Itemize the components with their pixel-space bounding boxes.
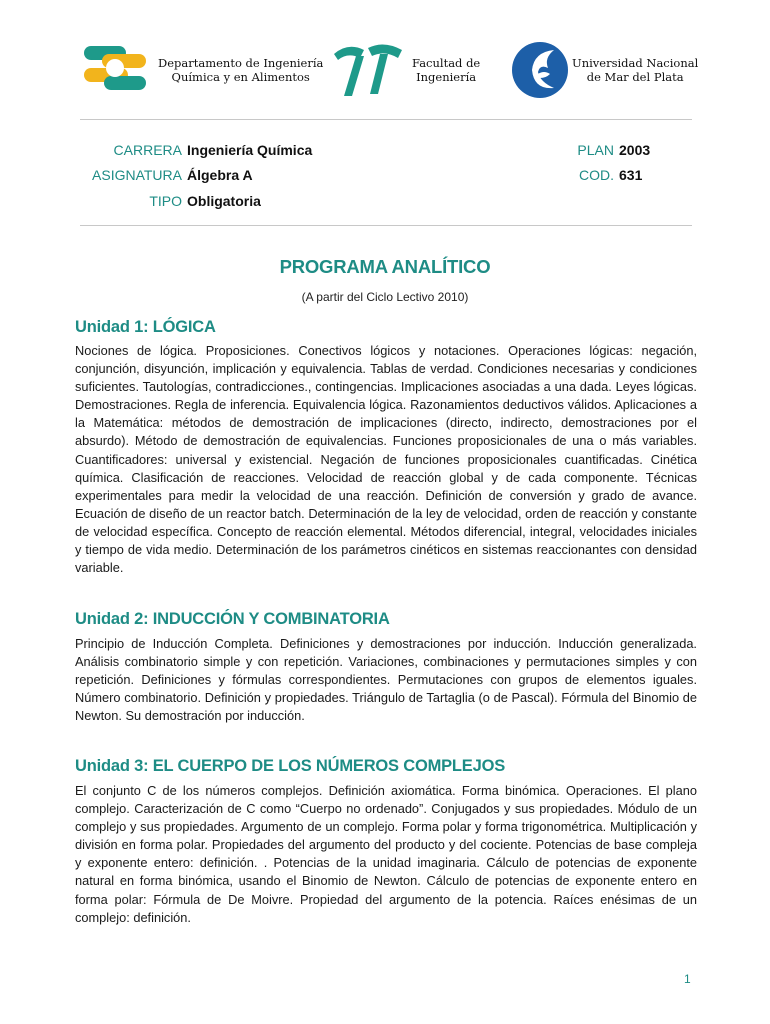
asignatura-value: Álgebra A bbox=[187, 167, 253, 183]
cod-label: COD. bbox=[579, 167, 614, 183]
faculty-logo-line-2: Ingeniería bbox=[416, 70, 477, 84]
plan-label: PLAN bbox=[577, 142, 614, 158]
page-subtitle: (A partir del Ciclo Lectivo 2010) bbox=[301, 290, 469, 304]
unit-3-heading: Unidad 3: EL CUERPO DE LOS NÚMEROS COMPLEJOS bbox=[75, 757, 506, 775]
cod-value: 631 bbox=[619, 167, 643, 183]
tipo-value: Obligatoria bbox=[187, 193, 261, 209]
faculty-emblem-icon bbox=[330, 38, 410, 100]
meta-plan bbox=[550, 142, 650, 158]
meta-divider bbox=[80, 225, 692, 226]
faculty-logo bbox=[330, 38, 480, 100]
dept-logo-line-2: Química y en Alimentos bbox=[171, 70, 310, 84]
unit-2-heading: Unidad 2: INDUCCIÓN Y COMBINATORIA bbox=[75, 610, 390, 628]
unit-2-text: Principio de Inducción Completa. Definiciones y demostraciones por inducción. Inducción generalizada. Análisis combinatorio simple y con repetición. Variaciones, combinaciones y permutaciones simples y con repetición. Definiciones y fórmulas correspondientes. Permutaciones con grupos de elementos iguales. Número combinatorio. Definición y propiedades. Triángulo de Tartaglia (o de Pascal). Fórmula del Binomio de Newton. Su demostración por inducción. bbox=[75, 636, 697, 724]
carrera-value: Ingeniería Química bbox=[187, 142, 313, 158]
faculty-logo-line-1: Facultad de bbox=[412, 56, 481, 70]
meta-carrera bbox=[80, 142, 312, 158]
dept-logo-line-1: Departamento de Ingeniería bbox=[158, 56, 324, 70]
university-logo bbox=[510, 38, 698, 102]
plan-value: 2003 bbox=[619, 142, 651, 158]
university-emblem-icon bbox=[510, 38, 570, 102]
department-logo bbox=[80, 38, 323, 98]
asignatura-label: ASIGNATURA bbox=[92, 167, 182, 183]
top-divider bbox=[80, 119, 692, 120]
meta-asignatura bbox=[80, 167, 253, 183]
meta-tipo bbox=[80, 193, 261, 209]
department-emblem-icon bbox=[80, 38, 150, 98]
course-meta bbox=[80, 140, 692, 220]
unit-1-heading: Unidad 1: LÓGICA bbox=[75, 318, 216, 336]
page-number: 1 bbox=[684, 972, 691, 986]
tipo-label: TIPO bbox=[149, 193, 182, 209]
page-title: PROGRAMA ANALÍTICO bbox=[279, 256, 491, 277]
unit-1-text: Nociones de lógica. Proposiciones. Conectivos lógicos y notaciones. Operaciones lógicas: negación, conjunción, disyunción, implicación y equivalencia. Tablas de verdad. Condiciones necesarias y condiciones suficientes. Tautologías, contradicciones., contingencias. Implicaciones asociadas a una dada. Leyes lógicas. Demostraciones. Regla de inferencia. Equivalencia lógica. Razonamientos deductivos válidos. Aplicaciones a la Matemática: métodos de demostración de implicaciones (directo, indirecto, demostraciones por el absurdo). Método de demostración de equivalencias. Funciones proposicionales de una o más variables. Cuantificadores: universal y existencial. Negación de funciones proposicionales cuantificadas. Cinética química. Clasificación de reacciones. Velocidad de reacción global y de cada componente. Técnicas experimentales para medir la velocidad de una reacción. Definición de conversión y grado de avance. Ecuación de diseño de un reactor batch. Determinación de la ley de velocidad, orden de reacción y constante de velocidad específica. Concepto de reacción elemental. Métodos diferencial, integral, velocidades iniciales y tiempo de vida medio. Determinación de los parámetros cinéticos en sistemas reaccionantes con densidad variable. bbox=[75, 343, 697, 576]
carrera-label: CARRERA bbox=[113, 142, 182, 158]
unit-3-text: El conjunto C de los números complejos. Definición axiomática. Forma binómica. Operaciones. El plano complejo. Caracterización de C como “Cuerpo no ordenado”. Conjugados y sus propiedades. Módulo de un complejo y sus propiedades. Argumento de un complejo. Forma polar y forma trigonométrica. Multiplicación y división en forma polar. Propiedades del argumento del producto y del cociente. Potencias de base compleja y exponente entero: definición. . Potencias de la unidad imaginaria. Cálculo de potencias de exponente natural en forma binómica, usando el Binomio de Newton. Cálculo de potencias de exponente entero en forma polar: Fórmula de De Moivre. Propiedad del argumento de la potencia. Raíces enésimas de un complejo: definición. bbox=[75, 783, 697, 925]
university-logo-line-2: de Mar del Plata bbox=[586, 70, 684, 84]
meta-cod bbox=[550, 167, 642, 183]
header-logos bbox=[80, 38, 700, 108]
university-logo-line-1: Universidad Nacional bbox=[572, 56, 699, 70]
